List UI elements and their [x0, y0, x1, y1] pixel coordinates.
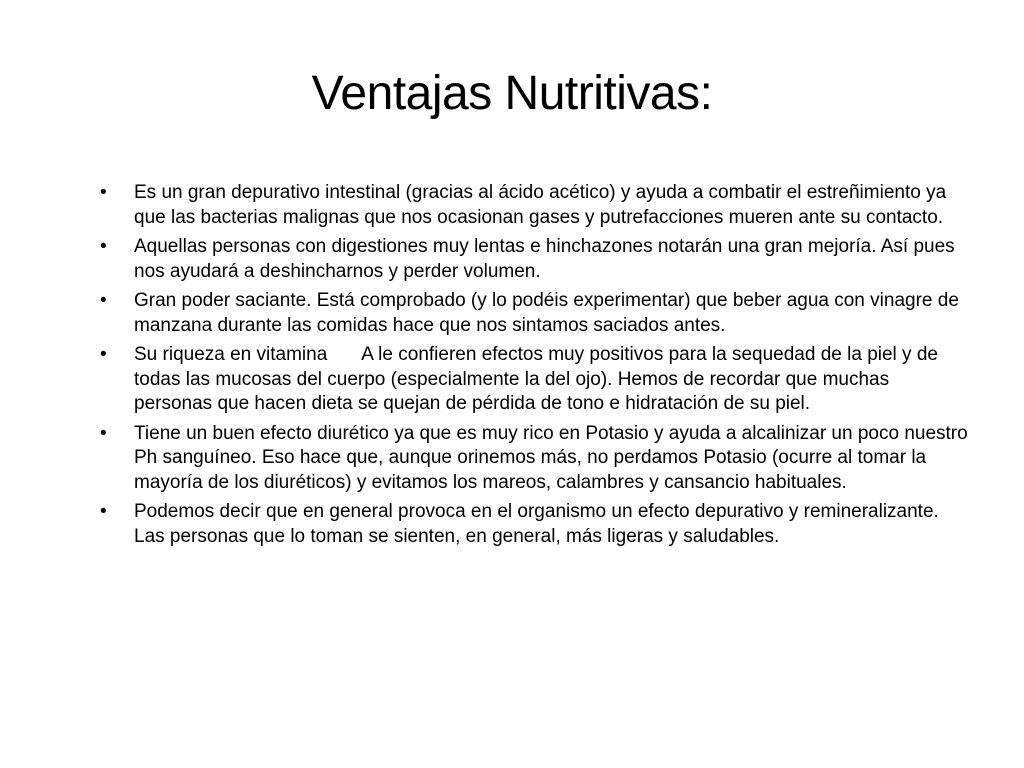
- bullet-text: Podemos decir que en general provoca en el organismo un efecto depurativo y remineralizante. Las personas que lo toman se sienten, en general, más ligeras y saludables.: [134, 501, 939, 547]
- bullet-text-end: A le confieren efectos muy positivos para la sequedad de la piel y de todas las mucosas del cuerpo (especialmente la del ojo). Hemos de recordar que muchas personas que hacen dieta se quejan de pérdida de tono e hidratación de su piel.: [134, 344, 938, 414]
- bullet-marker: •: [100, 501, 107, 522]
- bullet-marker: •: [100, 236, 107, 257]
- bullet-text: Tiene un buen efecto diurético ya que es muy rico en Potasio y ayuda a alcalinizar un poco nuestro Ph sanguíneo. Eso hace que, aunque orinemos más, no perdamos Potasio (ocurre al tomar la mayoría de los diuréticos) y evitamos los mareos, calambres y cansancio habituales.: [134, 422, 968, 493]
- bullet-text: Es un gran depurativo intestinal (gracias al ácido acético) y ayuda a combatir el estreñimiento ya que las bacterias malignas que nos ocasionan gases y putrefacciones mueren ante su contacto.: [134, 182, 947, 228]
- bullet-text: Aquellas personas con digestiones muy lentas e hinchazones notarán una gran mejoría. Así pues nos ayudará a deshincharnos y perder volumen.: [134, 236, 955, 282]
- bullet-marker: •: [100, 422, 107, 444]
- bullet-item: [96, 235, 968, 284]
- bullet-item: [96, 181, 968, 230]
- bullet-marker: •: [100, 344, 107, 365]
- bullet-item: [96, 500, 968, 549]
- bullet-item: [96, 343, 968, 417]
- bullet-marker: •: [100, 182, 107, 203]
- bullet-marker: •: [100, 290, 107, 311]
- slide-title: Ventajas Nutritivas:: [311, 67, 713, 120]
- bullet-text-start: Su riqueza en vitamina: [134, 344, 328, 365]
- bullet-item: [96, 289, 968, 338]
- bullet-list: [96, 181, 968, 554]
- bullet-text: Gran poder saciante. Está comprobado (y lo podéis experimentar) que beber agua con vinagre de manzana durante las comidas hace que nos sintamos saciados antes.: [134, 290, 959, 336]
- bullet-item: [96, 422, 968, 496]
